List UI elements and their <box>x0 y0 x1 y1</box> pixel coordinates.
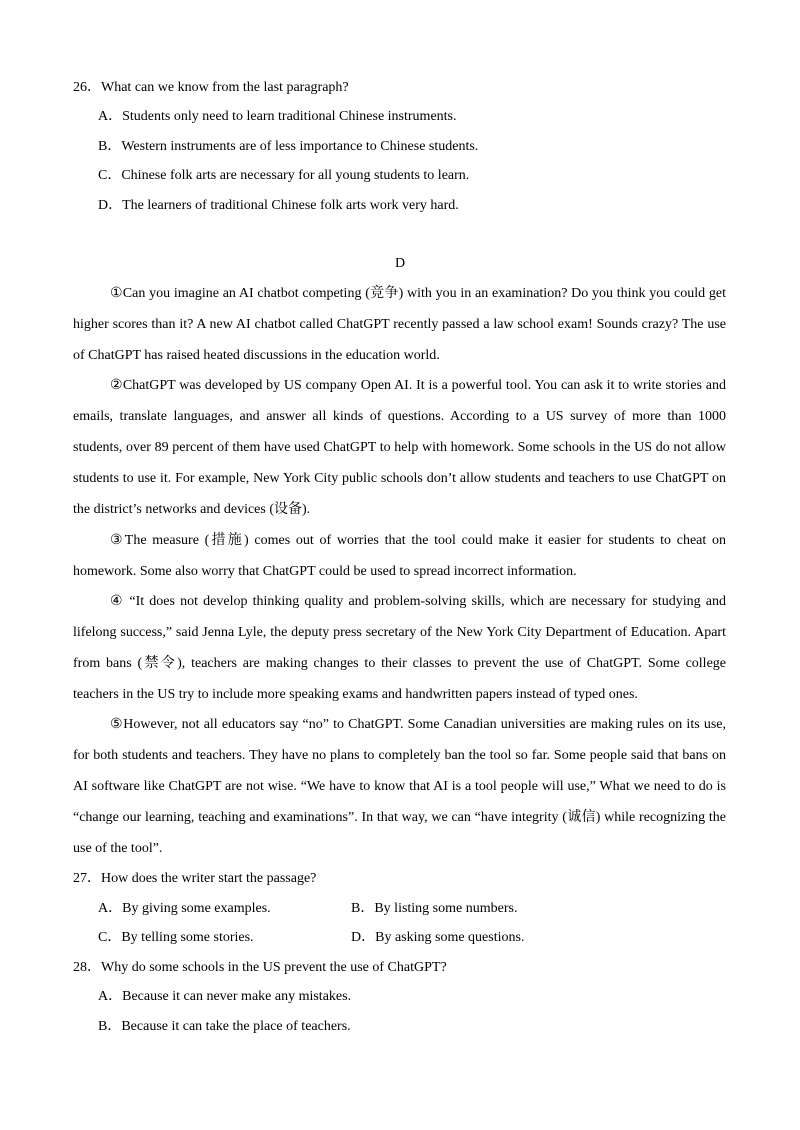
paragraph-5-line: for both students and teachers. They have no plans to completely ban the tool so far. Some people said that bans on <box>73 748 726 763</box>
paragraph-4-line: lifelong success,” said Jenna Lyle, the deputy press secretary of the New York City Department of Education. Apart <box>73 625 726 640</box>
question-27-stem: 27．How does the writer start the passage? <box>73 871 317 886</box>
question-26-option-b: B．Western instruments are of less importance to Chinese students. <box>98 139 479 154</box>
paragraph-5-line: use of the tool”. <box>73 841 163 856</box>
question-26-stem: 26．What can we know from the last paragraph? <box>73 80 349 95</box>
paragraph-2-line: students to use it. For example, New York City public schools don’t allow students and teachers to use ChatGPT on <box>73 471 726 486</box>
question-27-option-a: A．By giving some examples. <box>98 901 271 916</box>
paragraph-4-line: from bans (禁令), teachers are making changes to their classes to prevent the use of ChatGPT. Some college <box>73 656 726 671</box>
question-27-option-b: B．By listing some numbers. <box>351 901 518 916</box>
paragraph-1-line: of ChatGPT has raised heated discussions in the education world. <box>73 348 440 363</box>
question-28-option-b: B．Because it can take the place of teachers. <box>98 1019 351 1034</box>
paragraph-2-line: the district’s networks and devices (设备). <box>73 502 311 517</box>
paragraph-5-line: AI software like ChatGPT are not wise. “We have to know that AI is a tool people will use,” What we need to do is <box>73 779 726 794</box>
section-title: D <box>394 256 406 271</box>
paragraph-2-line: ②ChatGPT was developed by US company Open AI. It is a powerful tool. You can ask it to write stories and <box>110 378 726 393</box>
question-26-option-d: D．The learners of traditional Chinese folk arts work very hard. <box>98 198 459 213</box>
paragraph-4-line: teachers in the US try to include more speaking exams and handwritten papers instead of typed ones. <box>73 687 638 702</box>
paragraph-5-line: ⑤However, not all educators say “no” to ChatGPT. Some Canadian universities are making rules on its use, <box>110 717 726 732</box>
question-28-stem: 28．Why do some schools in the US prevent the use of ChatGPT? <box>73 960 447 975</box>
paragraph-5-line: “change our learning, teaching and examinations”. In that way, we can “have integrity (诚信) while recognizing the <box>73 810 726 825</box>
paragraph-3-line: ③The measure (措施) comes out of worries that the tool could make it easier for students to cheat on <box>110 533 726 548</box>
paragraph-2-line: students, over 89 percent of them have used ChatGPT to help with homework. Some schools in the US do not allow <box>73 440 726 455</box>
question-26-option-a: A．Students only need to learn traditional Chinese instruments. <box>98 109 457 124</box>
question-26-option-c: C．Chinese folk arts are necessary for all young students to learn. <box>98 168 470 183</box>
paragraph-1-line: ①Can you imagine an AI chatbot competing (竞争) with you in an examination? Do you think you could get <box>110 286 726 301</box>
paragraph-1-line: higher scores than it? A new AI chatbot called ChatGPT recently passed a law school exam! Sounds crazy? The use <box>73 317 726 332</box>
paragraph-3-line: homework. Some also worry that ChatGPT could be used to spread incorrect information. <box>73 564 577 579</box>
question-28-option-a: A．Because it can never make any mistakes. <box>98 989 352 1004</box>
paragraph-4-line: ④ “It does not develop thinking quality and problem-solving skills, which are necessary for studying and <box>110 594 726 609</box>
question-27-option-c: C．By telling some stories. <box>98 930 254 945</box>
question-27-option-d: D．By asking some questions. <box>351 930 525 945</box>
paragraph-2-line: emails, translate languages, and answer all kinds of questions. According to a US survey of more than 1000 <box>73 409 726 424</box>
